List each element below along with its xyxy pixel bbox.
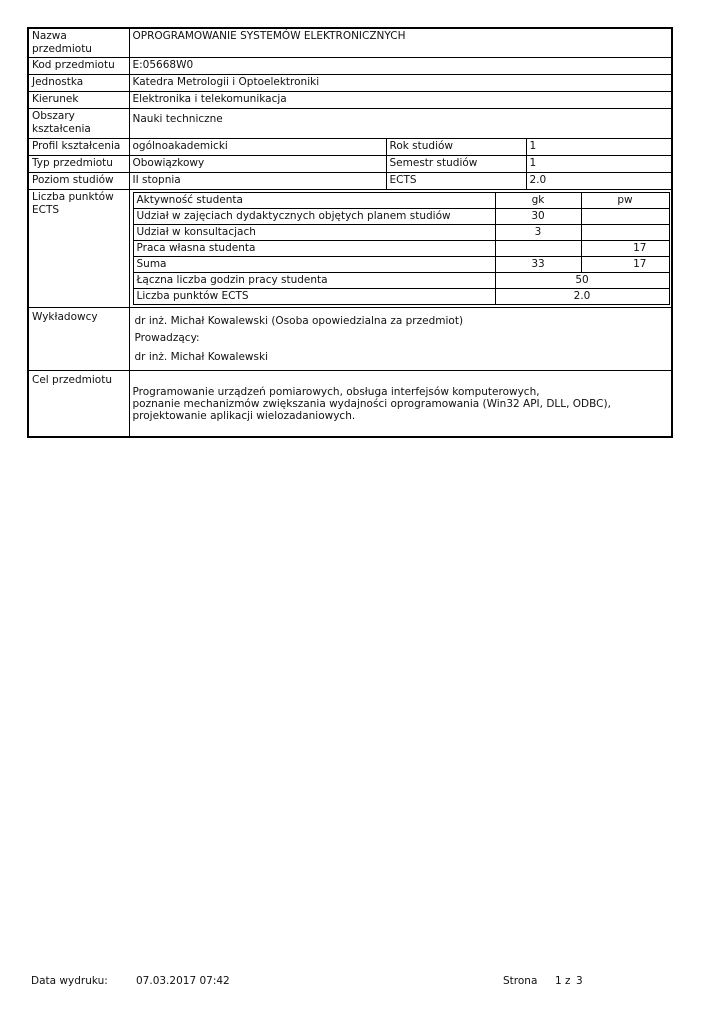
print-date-label: Data wydruku: [31, 975, 108, 987]
cel-line: projektowanie aplikacji wielozadaniowych. [132, 410, 356, 422]
ects-row-gk: 30 [495, 209, 581, 225]
ects-cell [129, 190, 672, 308]
ects-row-activity: Udział w konsultacjach [133, 225, 495, 241]
ects-row-activity: Praca własna studenta [133, 241, 495, 257]
label-kod: Kod przedmiotu [28, 58, 129, 75]
label-kierunek: Kierunek [28, 92, 129, 109]
ects-row-pw [581, 225, 669, 241]
label-wykladowcy: Wykładowcy [28, 308, 129, 371]
prowadzacy-name: dr inż. Michał Kowalewski [134, 351, 268, 363]
ects-row [133, 225, 669, 241]
course-card [27, 27, 669, 438]
print-date: 07.03.2017 07:42 [136, 975, 230, 987]
ects-row-activity: Udział w zajęciach dydaktycznych objętych planem studiów [133, 209, 495, 225]
value-cel [129, 371, 672, 437]
row-nazwa [28, 28, 672, 58]
value-obszary: Nauki techniczne [129, 109, 672, 139]
row-obszary [28, 109, 672, 139]
ects-points-row [133, 289, 669, 305]
value-jednostka: Katedra Metrologii i Optoelektroniki [129, 75, 672, 92]
row-ects-points [28, 190, 672, 308]
ects-header-gk: gk [495, 193, 581, 209]
ects-header-pw: pw [581, 193, 669, 209]
ects-row [133, 257, 669, 273]
ects-points-value: 2.0 [495, 289, 669, 305]
ects-total-hours-value: 50 [495, 273, 669, 289]
label-rok: Rok studiów [386, 139, 526, 156]
value-wykladowcy [129, 308, 672, 371]
ects-row-pw: 17 [581, 241, 669, 257]
label-liczba-punktow: Liczba punktów ECTS [28, 190, 129, 308]
value-poziom: II stopnia [129, 173, 386, 190]
value-semestr: 1 [526, 156, 672, 173]
row-poziom [28, 173, 672, 190]
cel-line: Programowanie urządzeń pomiarowych, obsługa interfejsów komputerowych, [132, 386, 540, 398]
row-kierunek [28, 92, 672, 109]
row-profil [28, 139, 672, 156]
row-typ [28, 156, 672, 173]
value-kod: E:05668W0 [129, 58, 672, 75]
row-cel [28, 371, 672, 437]
label-typ: Typ przedmiotu [28, 156, 129, 173]
value-ects: 2.0 [526, 173, 672, 190]
ects-row [133, 241, 669, 257]
label-cel: Cel przedmiotu [28, 371, 129, 437]
label-ects: ECTS [386, 173, 526, 190]
value-typ: Obowiązkowy [129, 156, 386, 173]
cel-line: poznanie mechanizmów zwiększania wydajności oprogramowania (Win32 API, DLL, ODBC), [132, 398, 611, 410]
row-jednostka [28, 75, 672, 92]
label-poziom: Poziom studiów [28, 173, 129, 190]
label-semestr: Semestr studiów [386, 156, 526, 173]
row-kod [28, 58, 672, 75]
ects-row-activity: Suma [133, 257, 495, 273]
ects-subtable [133, 192, 670, 305]
ects-header-row [133, 193, 669, 209]
course-info-table [27, 27, 673, 438]
label-obszary: Obszary kształcenia [28, 109, 129, 139]
lecturer-name: dr inż. Michał Kowalewski (Osoba opowiedzialna za przedmiot) [134, 315, 464, 327]
row-wykladowcy [28, 308, 672, 371]
ects-row [133, 209, 669, 225]
ects-row-pw: 17 [581, 257, 669, 273]
label-jednostka: Jednostka [28, 75, 129, 92]
value-nazwa: OPROGRAMOWANIE SYSTEMÓW ELEKTRONICZNYCH [129, 28, 672, 58]
ects-total-hours-label: Łączna liczba godzin pracy studenta [133, 273, 495, 289]
prowadzacy-label: Prowadzący: [134, 332, 200, 344]
value-rok: 1 [526, 139, 672, 156]
page-number: 1 [555, 975, 562, 987]
ects-row-pw [581, 209, 669, 225]
value-profil: ogólnoakademicki [129, 139, 386, 156]
page-total: 3 [576, 975, 583, 987]
page-label: Strona [503, 975, 538, 987]
value-kierunek: Elektronika i telekomunikacja [129, 92, 672, 109]
page-separator: z [565, 975, 571, 987]
ects-points-label: Liczba punktów ECTS [133, 289, 495, 305]
label-profil: Profil kształcenia [28, 139, 129, 156]
ects-row-gk: 33 [495, 257, 581, 273]
ects-header-activity: Aktywność studenta [133, 193, 495, 209]
label-nazwa: Nazwa przedmiotu [28, 28, 129, 58]
ects-row-gk [495, 241, 581, 257]
ects-total-hours-row [133, 273, 669, 289]
ects-row-gk: 3 [495, 225, 581, 241]
